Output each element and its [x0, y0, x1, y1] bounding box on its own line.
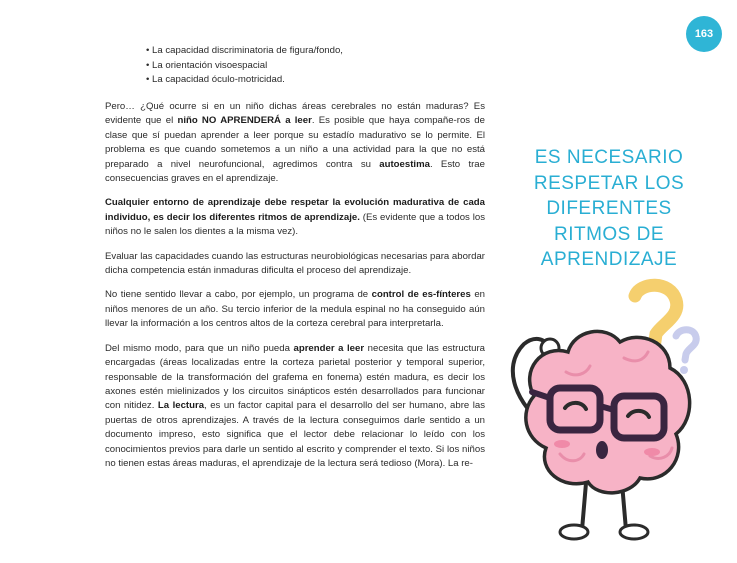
bullet-list: [146, 44, 486, 88]
text-run: Del mismo modo, para que un niño pueda: [105, 342, 294, 354]
bullet-item: • La capacidad óculo-motricidad.: [146, 73, 486, 88]
side-title-line: RESPETAR LOS: [533, 172, 685, 194]
paragraph-2: [105, 196, 485, 239]
text-run: , es un factor capital para el desarrollo del ser humano, abre las puertas de otros aprendizajes. A través de la lectura conseguimos darle sentido a un documento impreso, esto significa que el lector debe relacionar lo leído con los conocimientos previos para darle un sentido al escrito y comprender el texto. Si los niños no tienen estas áreas maduras, el aprendizaje de la lectura será tedioso (Mora). La re-: [105, 400, 485, 469]
bold-run: control de es-fínteres: [371, 289, 471, 301]
bullet-item: • La orientación visoespacial: [146, 59, 486, 74]
text-run: Pero… ¿Qué ocurre si en un niño dichas áreas cerebrales no están maduras? Es evidente que el: [105, 101, 485, 127]
blush-icon: [554, 440, 570, 448]
side-title-line: APRENDIZAJE: [540, 249, 678, 270]
text-run: necesita que las estructura encargadas (áreas localizadas entre la corteza parietal posterior y temporal superior, responsable de la transformación del grafema en fonema) estén madura, es decir los axones estén mielinizados y los circuitos sinápticos estén desarrollados para funcionar con nitidez.: [105, 342, 486, 412]
paragraph-4: [105, 288, 485, 331]
text-run: No tiene sentido llevar a cabo, por ejemplo, un programa de: [105, 289, 372, 301]
small-question-mark-icon: [676, 330, 696, 374]
blush-icon: [644, 448, 660, 456]
bold-run: La lectura: [157, 400, 205, 412]
paragraph-3: Evaluar las capacidades cuando las estructuras neurobiológicas necesarias para abordar dicha competencia están inmaduras dificulta el proceso del aprendizaje.: [105, 250, 485, 277]
bold-run: autoestima: [379, 158, 430, 170]
paragraph-5: [105, 342, 485, 472]
body-text: [105, 100, 485, 481]
text-run: . Es posible que haya compañe-ros de clase que sí puedan aprender a leer porque su estadío madurativo se lo permite. El problema es que cuando sometemos a un niño a una actividad para la que no está preparado a nivel neurofuncional, agredimos contra su: [105, 115, 485, 170]
side-title-line: DIFERENTES: [546, 198, 672, 219]
side-title-line: RITMOS DE: [553, 223, 665, 245]
bold-run: niño NO APRENDERÁ a leer: [177, 115, 312, 127]
page-number-badge: [686, 16, 722, 52]
confused-brain-illustration: [490, 278, 710, 548]
text-run: en niños menores de un año. Su tercio inferior de la medula espinal no ha conseguido aún llevar la información a los centros altos de la corteza cerebral para interpretarla.: [105, 289, 485, 330]
page-number: 163: [694, 28, 714, 40]
bullet-item: • La capacidad discriminatoria de figura/fondo,: [146, 44, 486, 59]
mouth-icon: [596, 441, 608, 459]
text-run: . Esto trae consecuencias graves en el aprendizaje.: [105, 158, 485, 185]
paragraph-1: [105, 100, 485, 186]
side-title: [528, 145, 690, 273]
bold-run: aprender a leer: [293, 342, 365, 354]
bold-run: Cualquier entorno de aprendizaje debe respetar la evolución madurativa de cada individuo, es decir los diferentes ritmos de aprendizaje.: [105, 197, 485, 223]
text-run: (Es evidente que a todos los niños no le salen los dientes a la misma vez).: [105, 211, 485, 238]
side-title-line: ES NECESARIO: [534, 147, 684, 168]
